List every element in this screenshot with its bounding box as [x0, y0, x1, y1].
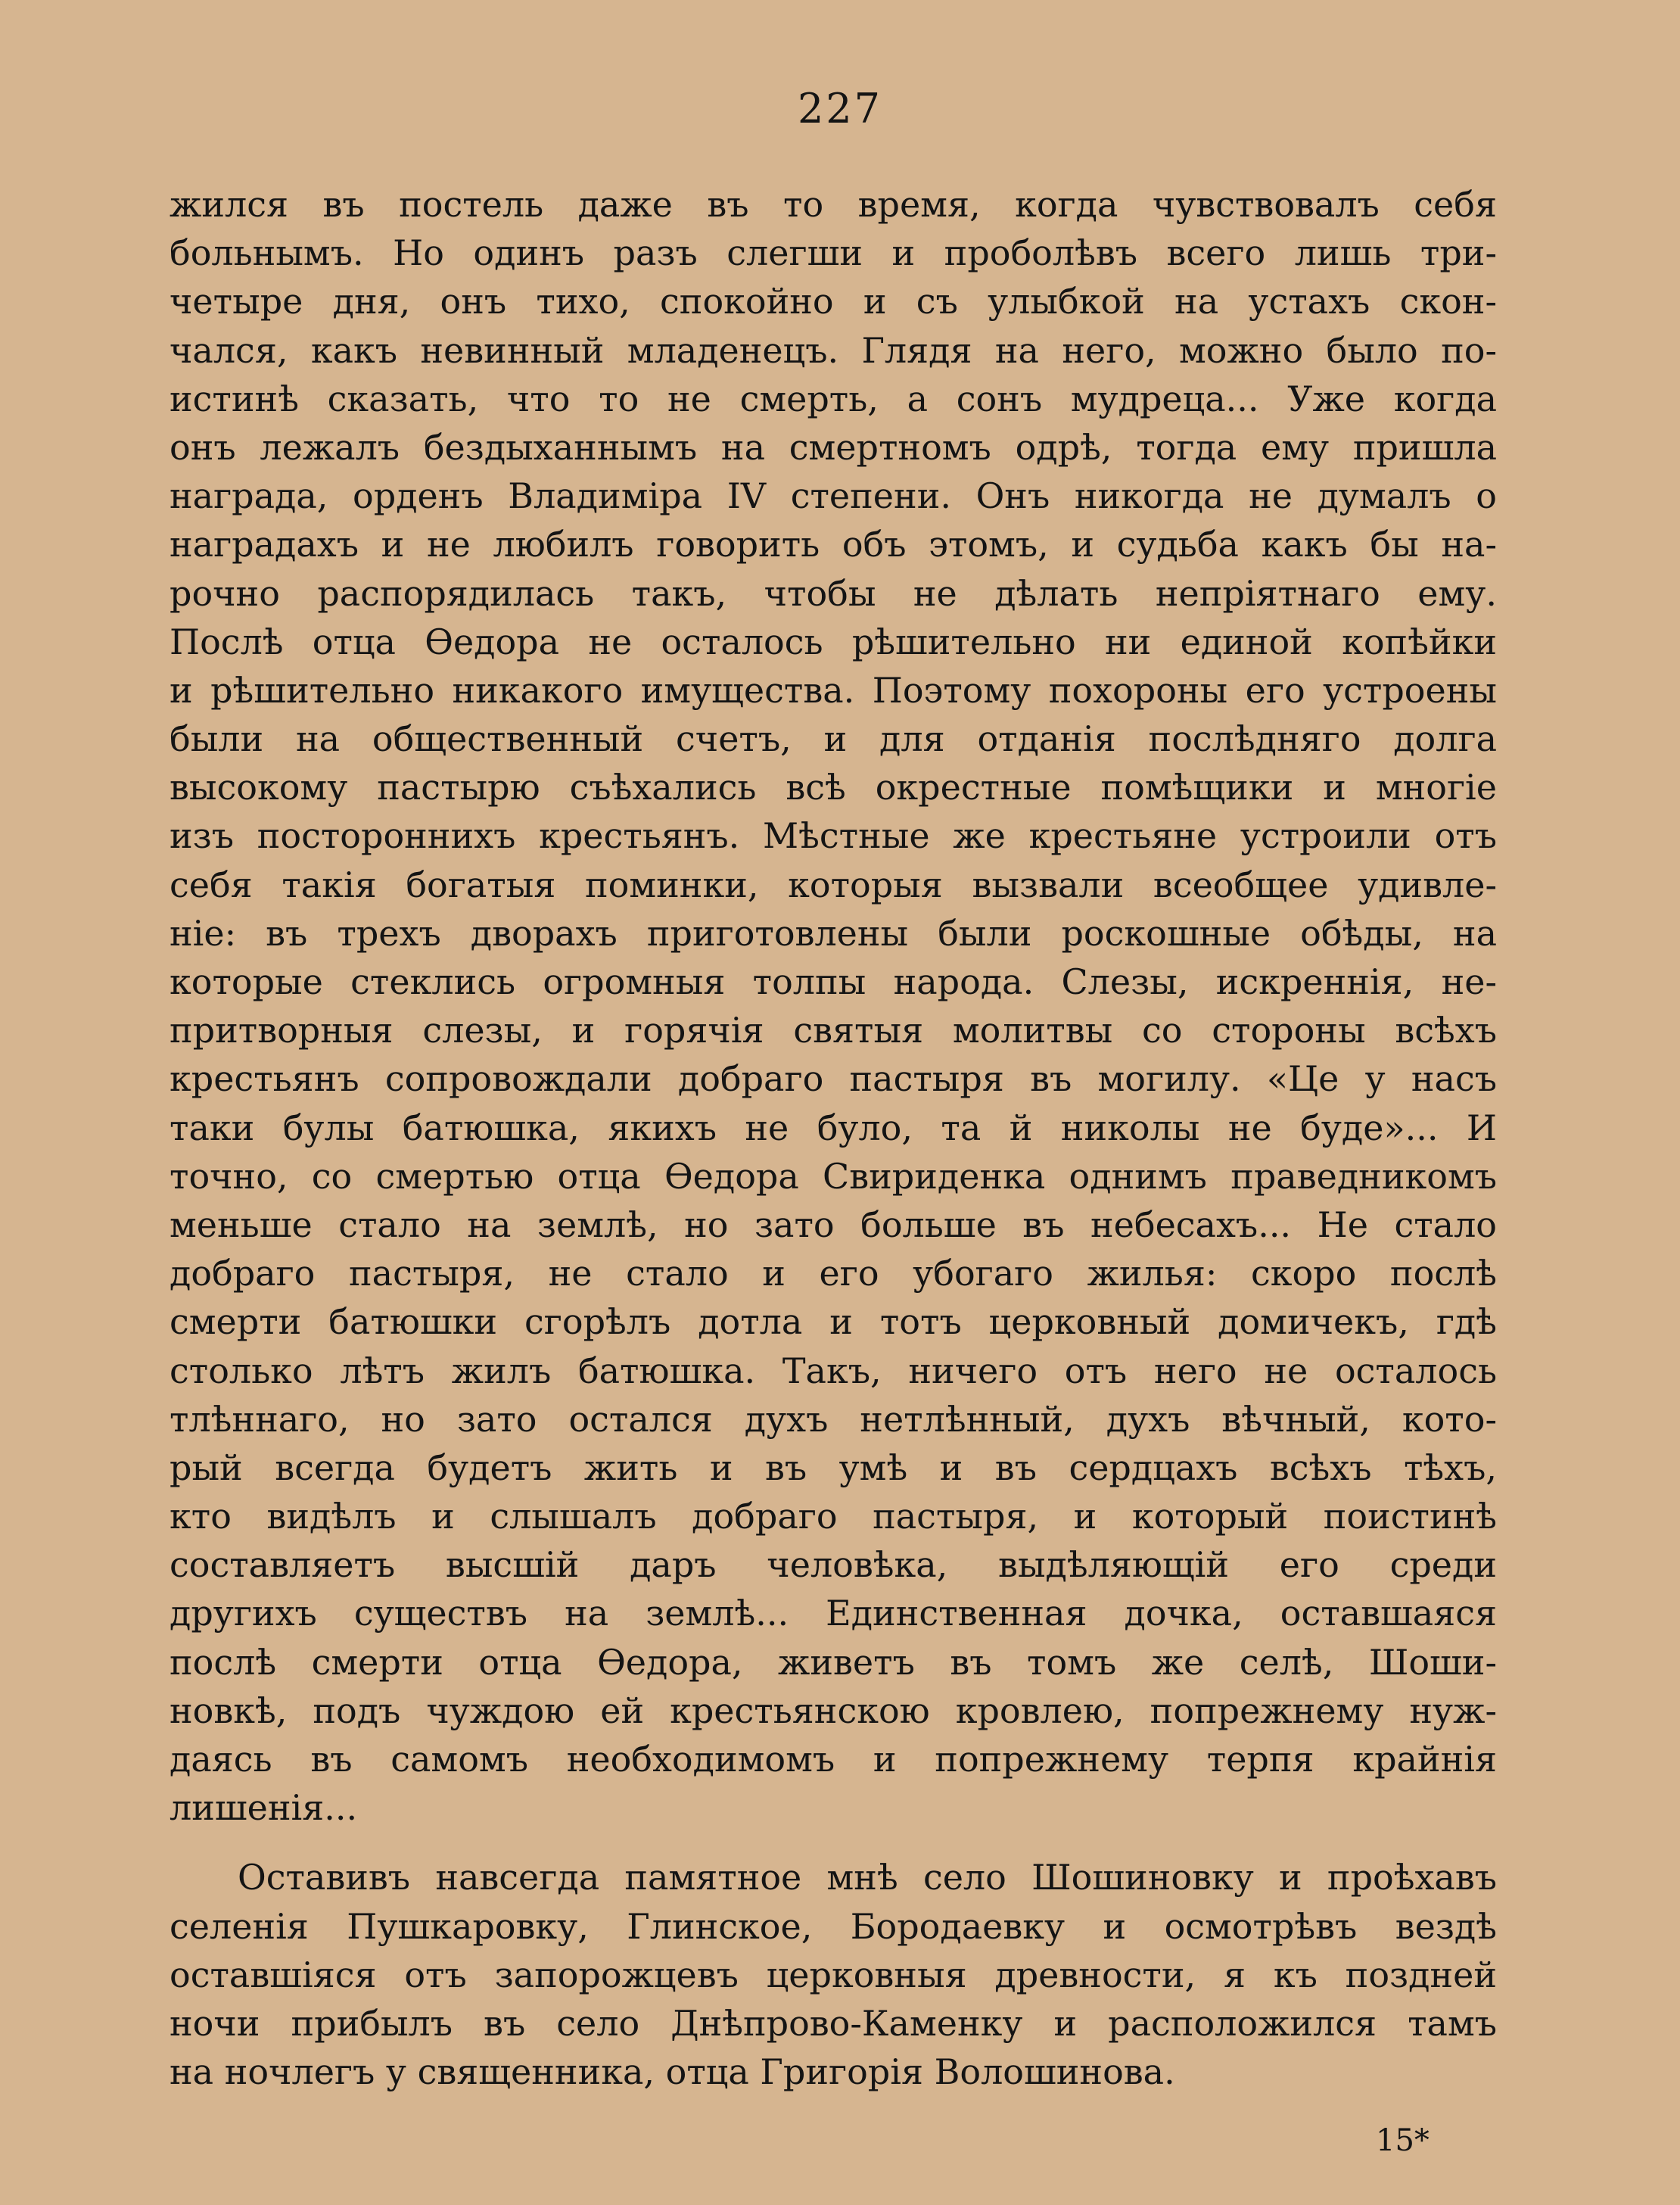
text-line: смерти батюшки сгорѣлъ дотла и тотъ церковный домичекъ, гдѣ: [170, 1301, 1497, 1343]
text-line: точно, со смертью отца Ѳедора Свириденка однимъ праведникомъ: [170, 1155, 1497, 1197]
text-line: крестьянъ сопровождали добраго пастыря въ могилу. «Це у насъ: [170, 1058, 1497, 1100]
text-line: на ночлегъ у священника, отца Григорія Волошинова.: [170, 2051, 1175, 2093]
text-line: другихъ существъ на землѣ... Единственная дочка, оставшаяся: [170, 1593, 1497, 1634]
text-line: селенія Пушкаровку, Глинское, Бородаевку и осмотрѣвъ вездѣ: [170, 1905, 1497, 1947]
text-line: себя такія богатыя поминки, которыя вызвали всеобщее удивле-: [170, 864, 1497, 905]
paragraph-2: [170, 1853, 1497, 2096]
text-line: кто видѣлъ и слышалъ добраго пастыря, и который поистинѣ: [170, 1496, 1497, 1537]
text-line: таки булы батюшка, якихъ не було, та й николы не буде»... И: [170, 1107, 1497, 1148]
text-line: ночи прибылъ въ село Днѣпрово-Каменку и расположился тамъ: [170, 2002, 1497, 2044]
text-line: меньше стало на землѣ, но зато больше въ небесахъ... Не стало: [170, 1204, 1497, 1245]
text-line: лишенія...: [170, 1787, 358, 1829]
text-line: послѣ смерти отца Ѳедора, живетъ въ томъ же селѣ, Шоши-: [170, 1641, 1497, 1683]
text-line: даясь въ самомъ необходимомъ и попрежнему терпя крайнія: [170, 1739, 1497, 1780]
page-number: 227: [797, 85, 883, 132]
text-line: истинѣ сказать, что то не смерть, а сонъ мудреца... Уже когда: [170, 378, 1497, 419]
signature-mark: 15*: [1376, 2123, 1430, 2158]
text-line: Послѣ отца Ѳедора не осталось рѣшительно ни единой копѣйки: [170, 621, 1497, 662]
text-line: четыре дня, онъ тихо, спокойно и съ улыбкой на устахъ скон-: [170, 281, 1497, 322]
text-line: столько лѣтъ жилъ батюшка. Такъ, ничего отъ него не осталось: [170, 1350, 1497, 1391]
text-line: притворныя слезы, и горячія святыя молитвы со стороны всѣхъ: [170, 1010, 1497, 1051]
text-line: наградахъ и не любилъ говорить объ этомъ, и судьба какъ бы на-: [170, 524, 1497, 565]
body-text: [170, 180, 1497, 2096]
text-line: добраго пастыря, не стало и его убогаго жилья: скоро послѣ: [170, 1253, 1497, 1294]
text-line: рый всегда будетъ жить и въ умѣ и въ сердцахъ всѣхъ тѣхъ,: [170, 1447, 1497, 1488]
text-line: высокому пастырю съѣхались всѣ окрестные помѣщики и многіе: [170, 767, 1497, 808]
text-line: которые стеклись огромныя толпы народа. Слезы, искреннія, не-: [170, 961, 1497, 1002]
text-line: ніе: въ трехъ дворахъ приготовлены были роскошные обѣды, на: [170, 912, 1497, 954]
text-line: изъ постороннихъ крестьянъ. Мѣстные же крестьяне устроили отъ: [170, 815, 1497, 857]
text-line: были на общественный счетъ, и для отданія послѣдняго долга: [170, 718, 1497, 760]
text-line: рочно распорядилась такъ, чтобы не дѣлать непріятнаго ему.: [170, 572, 1497, 614]
text-line: тлѣннаго, но зато остался духъ нетлѣнный, духъ вѣчный, кото-: [170, 1398, 1497, 1440]
text-line: оставшіяся отъ запорожцевъ церковныя древности, я къ поздней: [170, 1954, 1497, 1995]
text-line: и рѣшительно никакого имущества. Поэтому похороны его устроены: [170, 669, 1497, 711]
text-line: онъ лежалъ бездыханнымъ на смертномъ одрѣ, тогда ему пришла: [170, 426, 1497, 468]
text-line: больнымъ. Но одинъ разъ слегши и проболѣвъ всего лишь три-: [170, 232, 1497, 274]
text-line: новкѣ, подъ чуждою ей крестьянскою кровлею, попрежнему нуж-: [170, 1690, 1497, 1731]
text-line: Оставивъ навсегда памятное мнѣ село Шошиновку и проѣхавъ: [238, 1857, 1497, 1898]
paragraph-1: [170, 180, 1497, 1832]
text-line: жился въ постель даже въ то время, когда чувствовалъ себя: [170, 184, 1497, 225]
text-line: чался, какъ невинный младенецъ. Глядя на него, можно было по-: [170, 329, 1497, 371]
text-line: награда, орденъ Владиміра IV степени. Онъ никогда не думалъ о: [170, 475, 1497, 517]
text-line: составляетъ высшій даръ человѣка, выдѣляющій его среди: [170, 1544, 1497, 1586]
paragraph-gap: [170, 1832, 1497, 1853]
